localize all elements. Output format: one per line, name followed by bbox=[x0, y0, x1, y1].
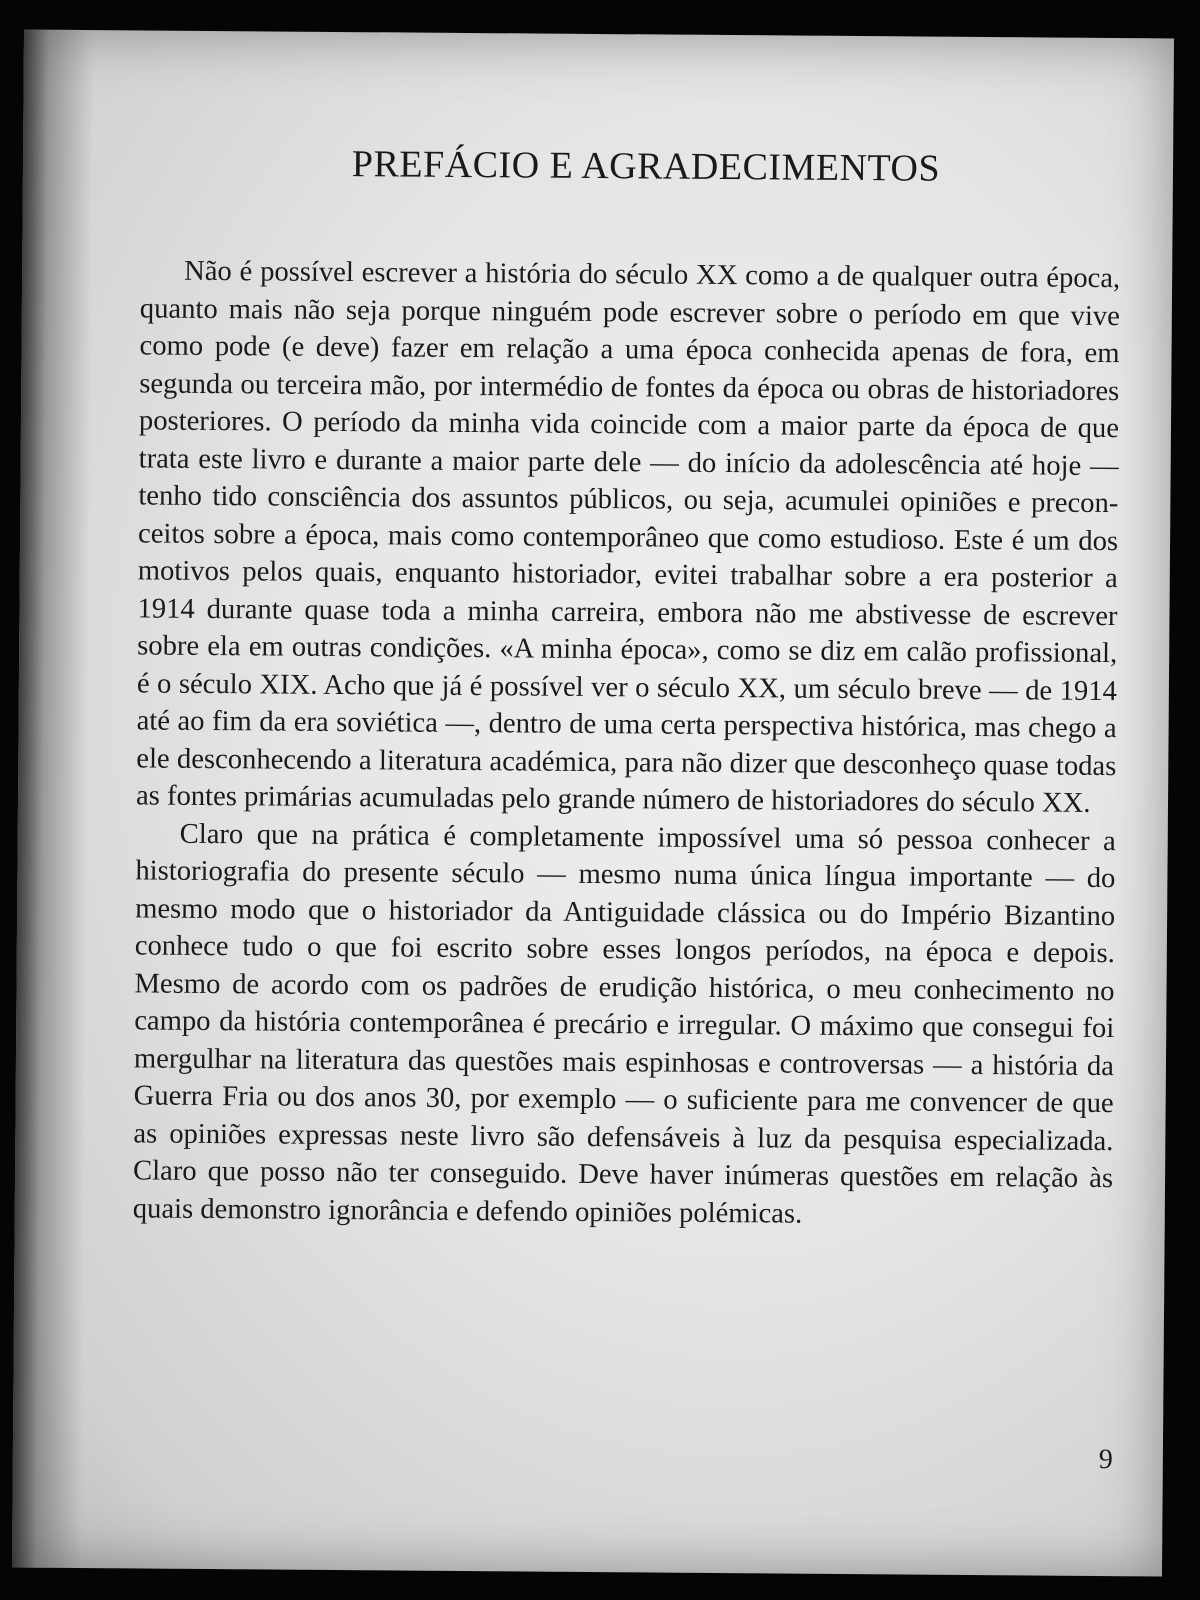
text-block bbox=[133, 140, 1122, 1235]
paragraph-2: Claro que na prática é completamente impossível uma só pessoa conhecer a historiografia do presente século — mesmo numa única língua importante — do mesmo modo que o historiador da Antiguidade clássica ou do Império Bizantino conhece tudo o que foi escrito sobre esses longos períodos, na época e depois. Mesmo de acordo com os padrões de erudição histórica, o meu conhecimento no campo da história contemporânea é precário e irregular. O máximo que consegui foi mergulhar na literatura das questões mais espinhosas e controversas — a história da Guerra Fria ou dos anos 30, por exemplo — o suficiente para me convencer de que as opiniões expressas neste livro são defensáveis à luz da pesquisa especializada. Claro que posso não ter conseguido. Deve haver inúmeras questões em relação às quais demonstro ignorância e defendo opiniões polémicas. bbox=[132, 818, 1116, 1230]
book-page bbox=[12, 30, 1174, 1577]
paragraph-1: Não é possível escrever a história do século XX como a de qualquer outra época, quanto mais não seja porque ninguém pode escrever sobre o período em que vive como pode (e deve) fazer em relação a uma época conhecida apenas de fora, em segunda ou terceira mão, por intermédio de fontes da época ou obras de historiadores posteriores. O período da minha vida coincide com a maior parte da época de que trata este livro e durante a maior parte dele — do início da adolescência até hoje — tenho tido consciência dos assuntos públicos, ou seja, acumulei opiniões e preconceitos sobre a época, mais como contemporâneo que como estudioso. Este é um dos motivos pelos quais, enquanto historiador, evitei trabalhar sobre a era posterior a 1914 durante quase toda a minha carreira, embora não me abstivesse de escrever sobre ela em outras condições. «A minha época», como se diz em calão profissional, é o século XIX. Acho que já é possível ver o século XX, um século breve — de 1914 até ao fim da era soviética —, dentro de uma certa perspectiva histórica, mas chego a ele desconhecendo a literatura académica, para não dizer que desconheço quase todas as fontes primárias acumuladas pelo grande número de historiadores do século XX. bbox=[135, 255, 1121, 819]
page-number: 9 bbox=[1098, 1443, 1113, 1476]
chapter-title: PREFÁCIO E AGRADECIMENTOS bbox=[351, 143, 941, 190]
